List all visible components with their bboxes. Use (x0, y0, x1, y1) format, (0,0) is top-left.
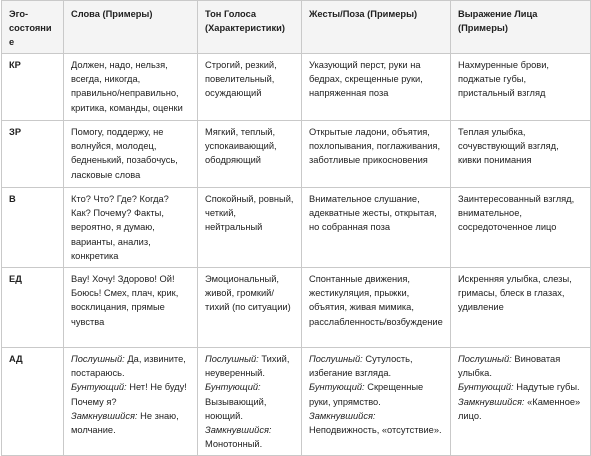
label-withdrawn: Замкнувшийся: (71, 410, 138, 421)
cell-tone: Строгий, резкий, повелительный, осуждающий (198, 54, 302, 121)
label-obedient: Послушный: (309, 354, 363, 365)
label-obedient: Послушный: (205, 354, 259, 365)
ego-states-table (1, 0, 591, 456)
label-withdrawn: Замкнувшийся: (458, 396, 525, 407)
table-row (2, 54, 591, 121)
cell-state: АД (2, 348, 64, 456)
text-obedient: Да, извините, постараюсь. (71, 354, 186, 379)
text-withdrawn: Неподвижность, «отсутствие». (309, 424, 442, 435)
text-rebellious: Скрещенные руки, упрямство. (309, 382, 424, 407)
text-obedient: Сутулость, избегание взгляда. (309, 354, 413, 379)
cell-face: Нахмуренные брови, поджатые губы, пристальный взгляд (451, 54, 591, 121)
header-gestures: Жесты/Поза (Примеры) (302, 1, 451, 54)
cell-tone: Спокойный, ровный, четкий, нейтральный (198, 188, 302, 268)
cell-gestures: Внимательное слушание, адекватные жесты, открытая, но собранная поза (302, 188, 451, 268)
label-obedient: Послушный: (71, 354, 125, 365)
text-rebellious: Нет! Не буду! Почему я? (71, 382, 187, 407)
label-withdrawn: Замкнувшийся: (205, 424, 272, 435)
cell-words: Помогу, поддержу, не волнуйся, молодец, бедненький, позабочусь, ласковые слова (64, 121, 198, 188)
text-withdrawn: «Каменное» лицо. (458, 396, 581, 421)
table-row (2, 121, 591, 188)
cell-gestures: Открытые ладони, объятия, похлопывания, поглаживания, заботливые прикосновения (302, 121, 451, 188)
text-obedient: Виноватая улыбка. (458, 354, 561, 379)
text-rebellious: Вызывающий, ноющий. (205, 396, 267, 421)
label-rebellious: Бунтующий: (458, 382, 514, 393)
cell-tone (198, 348, 302, 456)
cell-gestures (302, 348, 451, 456)
text-obedient: Тихий, неуверенный. (205, 354, 290, 379)
text-withdrawn: Не знаю, молчание. (71, 410, 179, 435)
cell-state: В (2, 188, 64, 268)
cell-gestures: Указующий перст, руки на бедрах, скрещенные руки, напряженная поза (302, 54, 451, 121)
cell-tone: Мягкий, теплый, успокаивающий, ободряющий (198, 121, 302, 188)
cell-words: Кто? Что? Где? Когда? Как? Почему? Факты, вероятно, я думаю, варианты, анализ, конкретика (64, 188, 198, 268)
label-rebellious: Бунтующий: (205, 382, 261, 393)
cell-face: Заинтересованный взгляд, внимательное, сосредоточенное лицо (451, 188, 591, 268)
header-row (2, 1, 591, 54)
cell-words: Должен, надо, нельзя, всегда, никогда, правильно/неправильно, критика, команды, оценки (64, 54, 198, 121)
cell-state: ЕД (2, 268, 64, 348)
label-rebellious: Бунтующий: (309, 382, 365, 393)
text-rebellious: Надутые губы. (516, 382, 580, 393)
cell-face: Искренняя улыбка, слезы, гримасы, блеск в глазах, удивление (451, 268, 591, 348)
cell-gestures: Спонтанные движения, жестикуляция, прыжки, объятия, живая мимика, расслабленность/возбуждение (302, 268, 451, 348)
cell-state: ЗР (2, 121, 64, 188)
table-row (2, 348, 591, 456)
header-tone: Тон Голоса (Характеристики) (198, 1, 302, 54)
table-row (2, 188, 591, 268)
cell-words: Вау! Хочу! Здорово! Ой! Боюсь! Смех, плач, крик, восклицания, прямые чувства (64, 268, 198, 348)
header-words: Слова (Примеры) (64, 1, 198, 54)
header-state: Эго-состояние (2, 1, 64, 54)
header-face: Выражение Лица (Примеры) (451, 1, 591, 54)
cell-state: КР (2, 54, 64, 121)
cell-face (451, 348, 591, 456)
label-obedient: Послушный: (458, 354, 512, 365)
table-row (2, 268, 591, 348)
label-withdrawn: Замкнувшийся: (309, 410, 376, 421)
cell-tone: Эмоциональный, живой, громкий/тихий (по ситуации) (198, 268, 302, 348)
cell-words (64, 348, 198, 456)
text-withdrawn: Монотонный. (205, 438, 263, 449)
label-rebellious: Бунтующий: (71, 382, 127, 393)
cell-face: Теплая улыбка, сочувствующий взгляд, кивки понимания (451, 121, 591, 188)
